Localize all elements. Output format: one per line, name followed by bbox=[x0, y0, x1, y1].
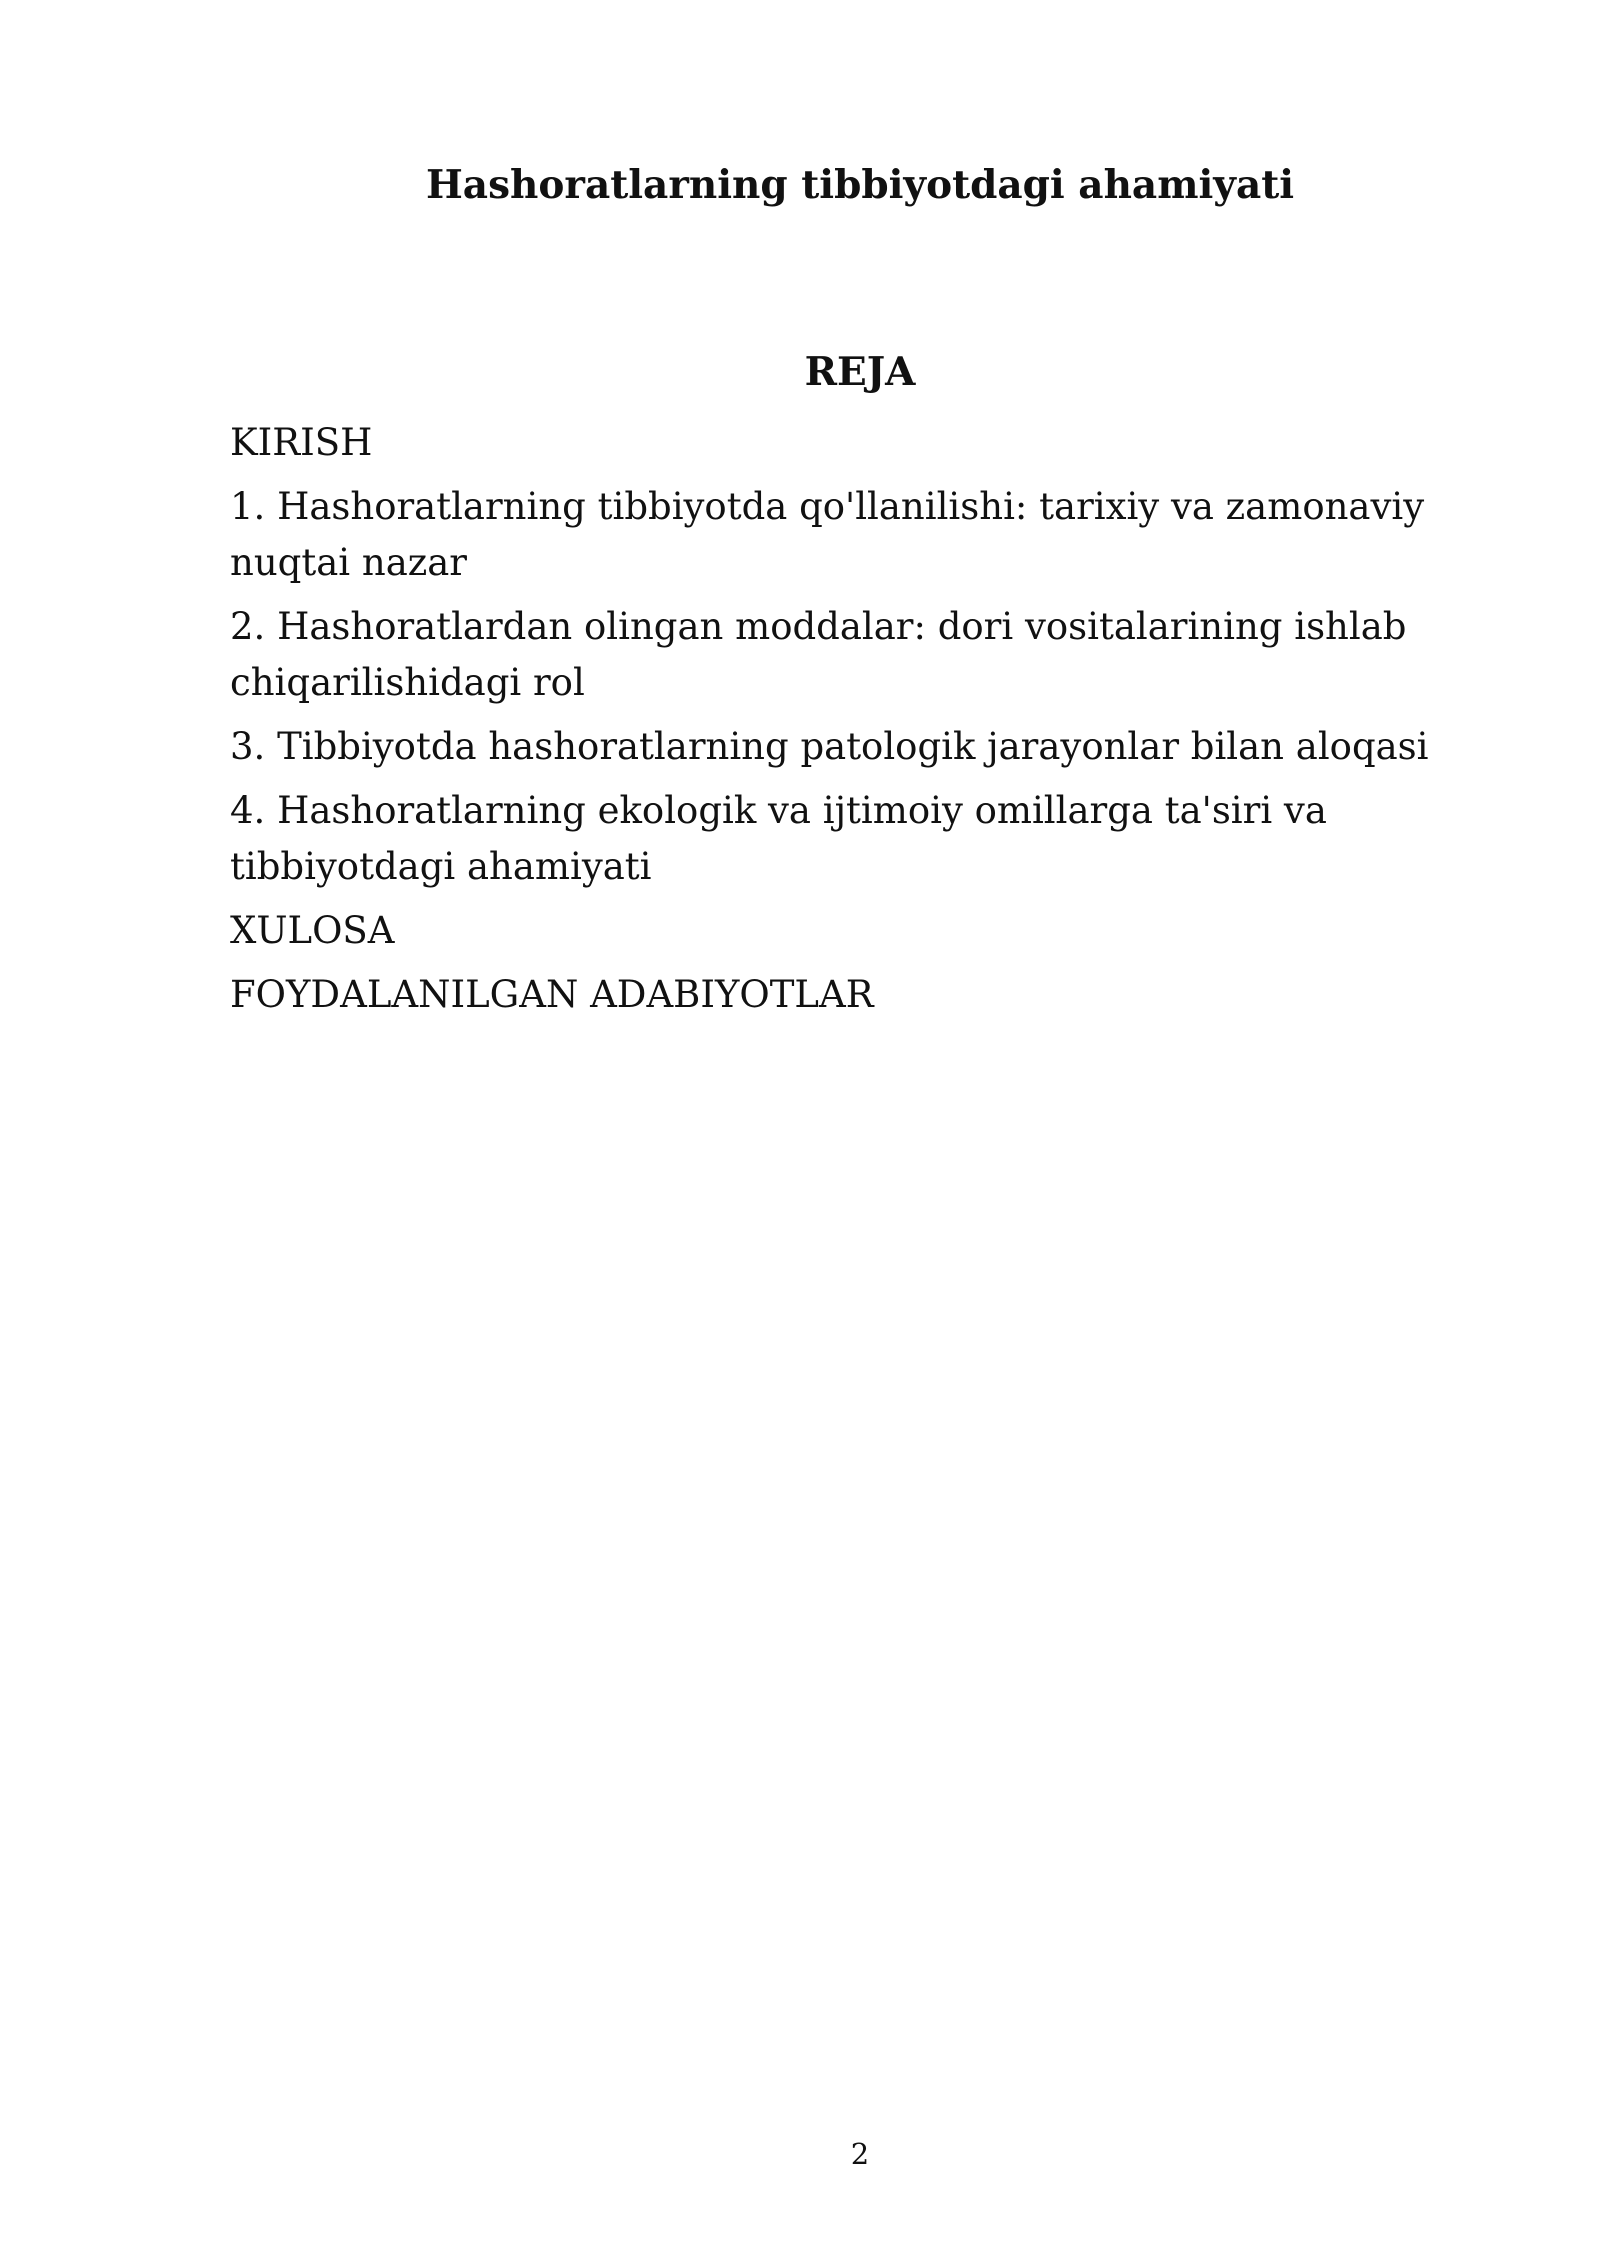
toc-item-references: FOYDALANILGAN ADABIYOTLAR bbox=[230, 973, 874, 1016]
toc-item-3: 3. Tibbiyotda hashoratlarning patologik jarayonlar bilan aloqasi bbox=[230, 725, 1429, 768]
document-title: Hashoratlarning tibbiyotdagi ahamiyati bbox=[425, 162, 1295, 208]
plan-heading: REJA bbox=[804, 349, 916, 395]
page-number: 2 bbox=[850, 2137, 870, 2171]
table-of-contents bbox=[230, 415, 1490, 1031]
toc-item-2: 2. Hashoratlardan olingan moddalar: dori vositalarining ishlab chiqarilishidagi rol bbox=[230, 605, 1407, 704]
toc-item-4: 4. Hashoratlarning ekologik va ijtimoiy omillarga ta'siri va tibbiyotdagi ahamiyati bbox=[230, 789, 1327, 888]
toc-item-conclusion: XULOSA bbox=[230, 909, 395, 952]
toc-item-1: 1. Hashoratlarning tibbiyotda qo'llanilishi: tarixiy va zamonaviy nuqtai nazar bbox=[230, 485, 1425, 584]
toc-item-introduction: KIRISH bbox=[230, 421, 373, 464]
